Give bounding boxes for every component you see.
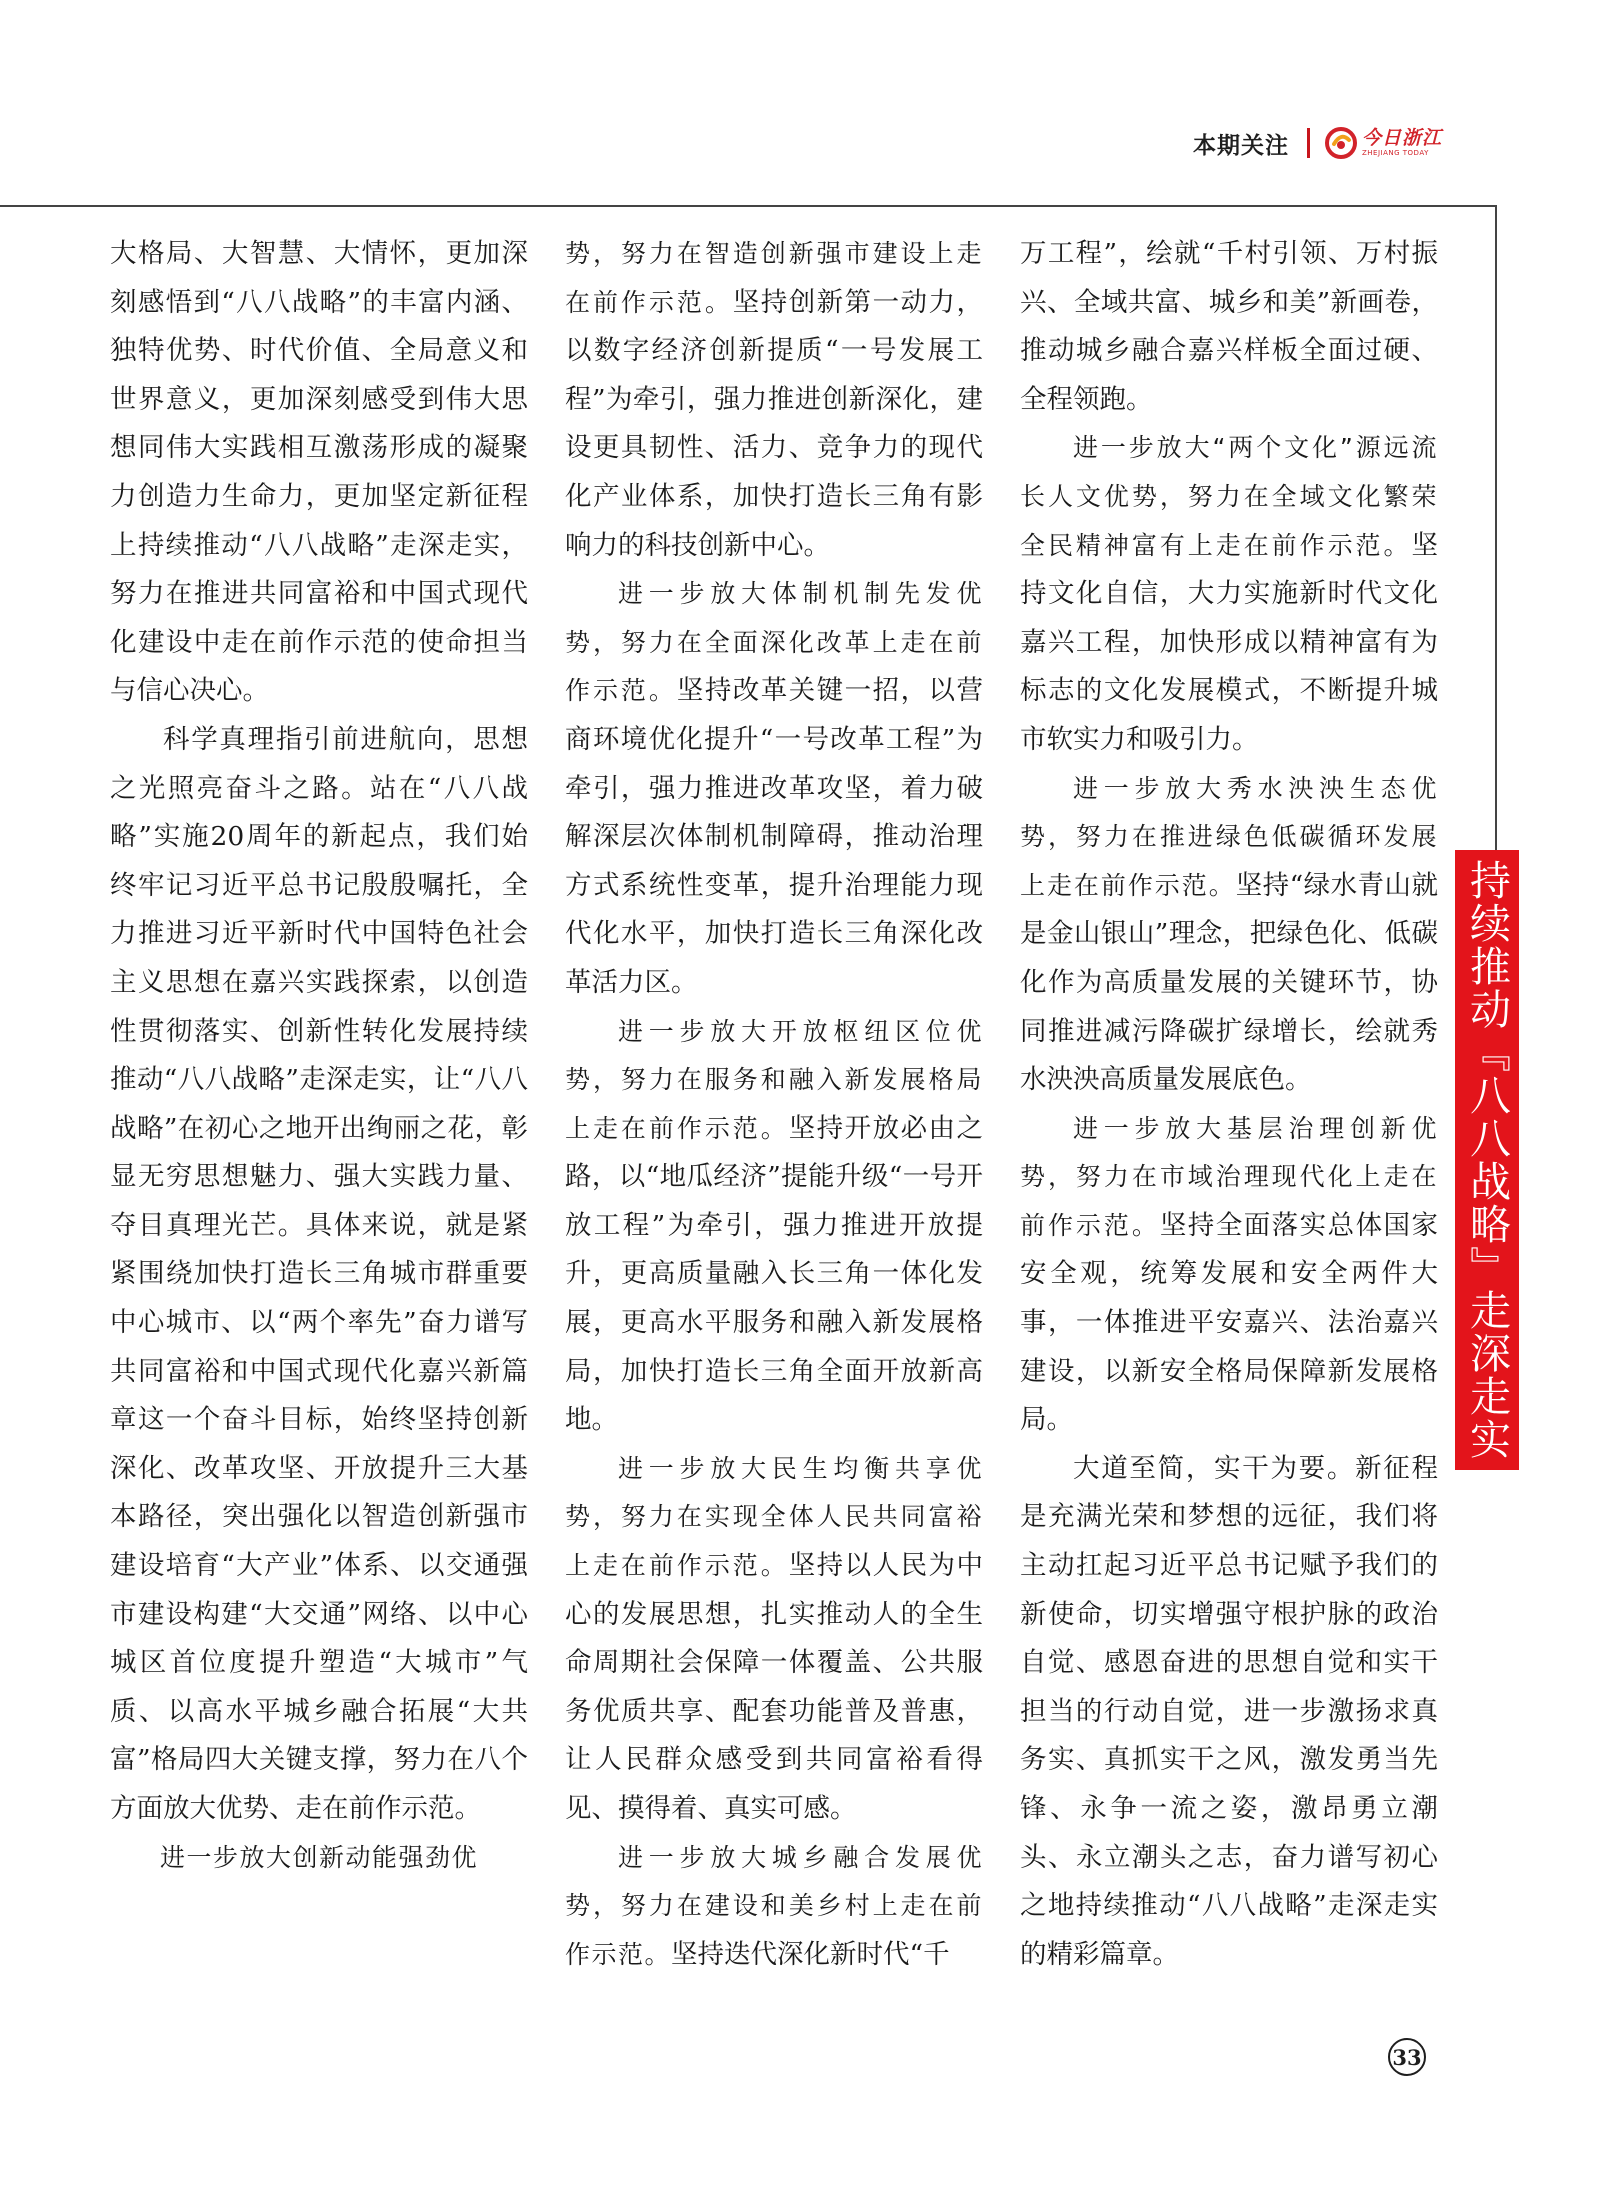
body-paragraph	[565, 230, 983, 570]
body-paragraph	[565, 1834, 983, 1980]
paragraph-text: 坚持开放必由之路，以“地瓜经济”提能升级“一号开放工程”为牵引，强力推进开放提升，更高质量融入长三角一体化发展，更高水平服务和融入新发展格局，加快打造长三角全面开放新高地。	[565, 1112, 983, 1436]
paragraph-lead-heading: 进一步放大“两个文化”源远流长人文优势，努力在全域文化繁荣全民精神富有上走在前作示范。	[1020, 433, 1438, 560]
page-header	[1193, 118, 1442, 168]
paragraph-text: 坚持“绿水青山就是金山银山”理念，把绿色化、低碳化作为高质量发展的关键环节，协同推进减污降碳扩绿增长，绘就秀水泱泱高质量发展底色。	[1020, 869, 1438, 1096]
text-column-1	[110, 230, 528, 1882]
right-rule	[1495, 205, 1497, 850]
body-paragraph	[1020, 765, 1438, 1105]
logo-swirl-icon	[1324, 126, 1358, 160]
paragraph-text: 坚持创新第一动力，以数字经济创新提质“一号发展工程”为牵引，强力推进创新深化，建设更具韧性、活力、竞争力的现代化产业体系，加快打造长三角有影响力的科技创新中心。	[565, 286, 983, 561]
logo-english-text: ZHEJIANG TODAY	[1361, 149, 1429, 157]
section-label: 本期关注	[1192, 132, 1289, 159]
paragraph-lead-heading: 进一步放大秀水泱泱生态优势，努力在推进绿色低碳循环发展上走在前作示范。	[1020, 773, 1438, 900]
paragraph-text: 坚持以人民为中心的发展思想，扎实推动人的全生命周期社会保障一体覆盖、公共服务优质共享、配套功能普及普惠，让人民群众感受到共同富裕看得见、摸得着、真实可感。	[565, 1550, 983, 1824]
body-paragraph	[1020, 230, 1438, 424]
body-paragraph	[565, 570, 983, 1007]
top-rule	[0, 205, 1497, 207]
body-paragraph	[1020, 1445, 1438, 1980]
paragraph-text: 坚持文化自信，大力实施新时代文化嘉兴工程，加快形成以精神富有为标志的文化发展模式，不断提升城市软实力和吸引力。	[1020, 529, 1438, 755]
paragraph-text: 万工程”，绘就“千村引领、万村振兴、全域共富、城乡和美”新画卷，推动城乡融合嘉兴样板全面过硬、全程领跑。	[1020, 238, 1438, 415]
logo-chinese-text: 今日浙江	[1361, 127, 1442, 149]
body-paragraph	[565, 1445, 983, 1834]
header-divider	[1307, 128, 1310, 158]
paragraph-lead-heading: 进一步放大民生均衡共享优势，努力在实现全体人民共同富裕上走在前作示范。	[565, 1453, 983, 1581]
body-paragraph	[1020, 424, 1438, 764]
vertical-side-title: 持续推动『八八战略』走深走实	[1455, 850, 1519, 1470]
text-column-2	[565, 230, 983, 1979]
paragraph-text: 坚持改革关键一招，以营商环境优化提升“一号改革工程”为牵引，强力推进改革攻坚，着力破解深层次体制机制障碍，推动治理方式系统性变革，提升治理能力现代化水平，加快打造长三角深化改革活力区。	[565, 675, 983, 998]
paragraph-lead-heading: 进一步放大开放枢纽区位优势，努力在服务和融入新发展格局上走在前作示范。	[565, 1016, 983, 1143]
paragraph-text: 大道至简，实干为要。新征程是充满光荣和梦想的远征，我们将主动扛起习近平总书记赋予我们的新使命，切实增强守根护脉的政治自觉、感恩奋进的思想自觉和实干担当的行动自觉，进一步激扬求真务实、真抓实干之风，激发勇当先锋、永争一流之姿，激昂勇立潮头、永立潮头之志，奋力谱写初心之地持续推动“八八战略”走深走实的精彩篇章。	[1020, 1452, 1438, 1970]
text-column-3	[1020, 230, 1438, 1979]
magazine-logo	[1324, 126, 1442, 160]
paragraph-lead-heading: 进一步放大基层治理创新优势，努力在市域治理现代化上走在前作示范。	[1020, 1113, 1438, 1240]
body-paragraph	[565, 1008, 983, 1445]
paragraph-text: 坚持全面落实总体国家安全观，统筹发展和安全两件大事，一体推进平安嘉兴、法治嘉兴建设，以新安全格局保障新发展格局。	[1020, 1209, 1438, 1436]
body-paragraph	[1020, 1105, 1438, 1445]
body-paragraph	[110, 716, 528, 1834]
paragraph-text: 科学真理指引前进航向，思想之光照亮奋斗之路。站在“八八战略”实施20周年的新起点，我们始终牢记习近平总书记殷殷嘱托，全力推进习近平新时代中国特色社会主义思想在嘉兴实践探索，以创造性贯彻落实、创新性转化发展持续推动“八八战略”走深走实，让“八八战略”在初心之地开出绚丽之花，彰显无穷思想魅力、强大实践力量、夺目真理光芒。具体来说，就是紧紧围绕加快打造长三角城市群重要中心城市、以“两个率先”奋力谱写共同富裕和中国式现代化嘉兴新篇章这一个奋斗目标，始终坚持创新深化、改革攻坚、开放提升三大基本路径，突出强化以智造创新强市建设培育“大产业”体系、以交通强市建设构建“大交通”网络、以中心城区首位度提升塑造“大城市”气质、以高水平城乡融合拓展“大共富”格局四大关键支撑，努力在八个方面放大优势、走在前作示范。	[110, 723, 528, 1824]
paragraph-text: 大格局、大智慧、大情怀，更加深刻感悟到“八八战略”的丰富内涵、独特优势、时代价值、全局意义和世界意义，更加深刻感受到伟大思想同伟大实践相互激荡形成的凝聚力创造力生命力，更加坚定新征程上持续推动“八八战略”走深走实，努力在推进共同富裕和中国式现代化建设中走在前作示范的使命担当与信心决心。	[110, 238, 528, 707]
body-paragraph	[110, 230, 528, 716]
page-number: 33	[1388, 2038, 1426, 2076]
paragraph-text: 坚持迭代深化新时代“千	[671, 1938, 950, 1970]
paragraph-lead-heading: 进一步放大城乡融合发展优势，努力在建设和美乡村上走在前作示范。	[565, 1842, 983, 1969]
paragraph-lead-heading: 势，努力在智造创新强市建设上走在前作示范。	[565, 239, 983, 317]
paragraph-lead-heading: 进一步放大体制机制先发优势，努力在全面深化改革上走在前作示范。	[565, 579, 983, 706]
subheading-paragraph: 进一步放大创新动能强劲优	[160, 1842, 479, 1872]
